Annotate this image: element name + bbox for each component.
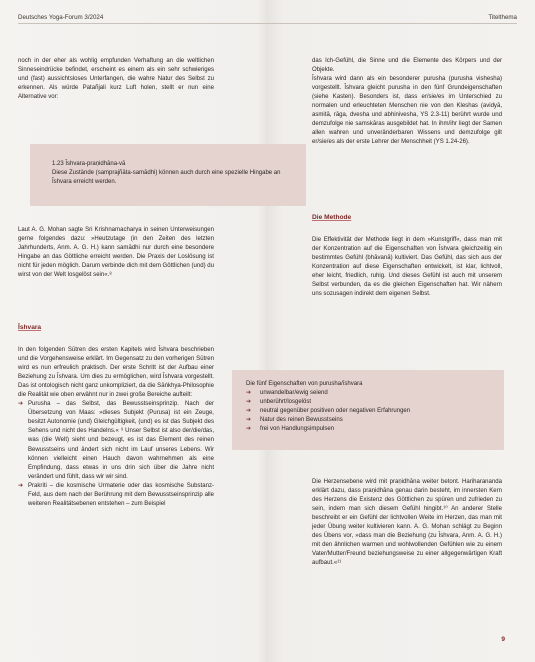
trait-item: ➔ unberührt/losgelöst bbox=[246, 398, 496, 407]
arrow-right-icon: ➔ bbox=[246, 390, 252, 397]
arrow-right-icon: ➔ bbox=[246, 408, 252, 415]
right-paragraph-1: das Ich-Gefühl, die Sinne und die Elemente des Körpers und der Objekte. Īshvara wird dann als ein besonderer purusha (purusha vishesha) vorgestellt. Īshvara gleicht purusha in den fünf Grundeigenschaften (siehe Kasten). Besonders ist, dass er/sie/es im Unterschied zu normalen und erleuchteten Menschen nie von den Kleshas (avidyā, asmitā, rāga, dvesha und abhinivesha, YS 2.3-11) berührt wurde und demzufolge nie samskāras ausgebildet hat. In ihm/ihr liegt der Samen allen wahren und unveränderbaren Wissens und demzufolge gilt er/sie/es als der erste Lehrer der Menschheit (YS 1.24-26). bbox=[312, 58, 502, 146]
trait-item: ➔ unwandelbar/ewig seiend bbox=[246, 389, 496, 398]
traits-box bbox=[232, 370, 504, 450]
trait-item: ➔ neutral gegenüber positiven oder negativen Erfahrungen bbox=[246, 407, 496, 416]
arrow-right-icon: ➔ bbox=[246, 417, 252, 424]
left-paragraph-3: In den folgenden Sūtren des ersten Kapitels wird Īshvara beschrieben und die Vorgehensweise erklärt. Im Gegensatz zu den vorherigen Sūtren wird es nun erfreulich praktisch. Der erste Schritt ist der Aufbau einer Beziehung zu Īshvara. Um dies zu ermöglichen, wird Īshvara vorgestellt. Das ist ontologisch nicht ganz unkompliziert, da die Sāṅkhya-Philosophie die Realität wie oben erwähnt nur in zwei große Bereiche aufteilt: ➔ Purusha – das Selbst, das Bewusstseinsprinzip. Nach der Übersetzung von Maas: »dieses Subjekt (Purusa) ist ein Zeuge, besitzt Autonomie (und) Gleichgültigkeit, (und) es ist das Subjekt des Sehens und nicht des Handelns.« ⁹ Unser Selbst ist also der/die/das, was (die Welt) sieht und bezeugt, es ist das Element des reinen Bewusstseins und ändert sich nicht im Lauf unseres Lebens. Wir können vielleicht einen Hauch davon wahrnehmen als eine Empfindung, dass etwas in uns drin sich über die Jahre nicht verändert und fühlt, dass wir wir sind. ➔ Prakriti – die kosmische Urmaterie oder das kosmische Substanz-Feld, aus dem nach der Berührung mit dem Bewusstseinsprinzip alle weiteren Realitätsebenen entstehen – zum Beispiel bbox=[18, 346, 214, 509]
arrow-right-icon: ➔ bbox=[246, 399, 252, 406]
traits-title: Die fünf Eigenschaften von purusha/īshvara bbox=[246, 381, 363, 387]
arrow-right-icon: ➔ bbox=[18, 401, 24, 408]
trait-item: ➔ Natur des reinen Bewusstseins bbox=[246, 416, 496, 425]
bullet-prakriti: ➔ Prakriti – die kosmische Urmaterie oder das kosmische Substanz-Feld, aus dem nach der Berührung mit dem Bewusstseinsprinzip alle weiteren Realitätsebenen entstehen – zum Beispiel bbox=[18, 482, 214, 507]
arrow-right-icon: ➔ bbox=[18, 482, 24, 489]
publication-title: Deutsches Yoga-Forum 3/2024 bbox=[18, 14, 104, 21]
section-title: Titelthema bbox=[488, 14, 517, 21]
right-paragraph-4: Die Herzensebene wird mit praṇidhāna weiter betont. Hariharananda erklärt dazu, dass praṇidhāna genau darin besteht, im innersten Kern des Herzens die Existenz des Göttlichen zu spüren und zufrieden zu sein, indem man sich diesem Gefühl hingibt.¹⁰ An anderer Stelle beschreibt er ein Gefühl der lichtvollen Weite im Herzen, das man mit jeder Übung weiter kultivieren kann. A. G. Mohan schlägt zu Beginn des Übens vor, »dass man die Beziehung (zu Īshvara, Anm. A. G. H.) mit den ähnlichen warmen und wohlwollenden Gefühlen wie zu einem Vater/Mutter/Freund beziehungsweise zu einer allgegenwärtigen Kraft aufbaut.«¹¹ bbox=[312, 479, 502, 567]
sutra-quote-box bbox=[30, 144, 306, 206]
left-paragraph-1: noch in der eher als wohlig empfunden Verhaftung an die weltlichen Sinneseindrücke befindet, erscheint es einem als ein sehr schwieriges und (fast) aussichtsloses Unterfangen, die wahre Natur des Selbst zu erkennen. Als würde Patañjali kurz Luft holen, stellt er nun eine Alternative vor: bbox=[18, 58, 214, 101]
trait-item: ➔ frei von Handlungsimpulsen bbox=[246, 425, 496, 434]
left-paragraph-2: Laut A. G. Mohan sagte Sri Krishnamacharya in seinen Unterweisungen gerne folgendes dazu: »Heutzutage (in den Zeiten des letzten Jahrhunderts, Anm. A. G. H.) kann samādhi nur durch eine besondere Hingabe an das Göttliche erreicht werden. Die Praxis der Loslösung ist nicht für jeden möglich. Darum verbinde dich mit dem Göttlichen (und) du wirst von der Welt losgelöst sein«.⁸ bbox=[18, 227, 214, 279]
heading-ishvara: Īshvara bbox=[18, 324, 42, 331]
bullet-purusha: ➔ Purusha – das Selbst, das Bewusstseinsprinzip. Nach der Übersetzung von Maas: »dieses Subjekt (Purusa) ist ein Zeuge, besitzt Autonomie (und) Gleichgültigkeit, (und) es ist das Subjekt des Sehens und nicht des Handelns.« ⁹ Unser Selbst ist also der/die/das, was (die Welt) sieht und bezeugt, es ist das Element des reinen Bewusstseins und ändert sich nicht im Lauf unseres Lebens. Wir können vielleicht einen Hauch davon wahrnehmen als eine Empfindung, dass etwas in uns drin sich über die Jahre nicht verändert und fühlt, dass wir wir sind. bbox=[18, 401, 214, 480]
sutra-translation: Diese Zustände (samprajñāta-samādhi) können auch durch eine spezielle Hingabe an Īshvara erreicht werden. bbox=[52, 170, 281, 185]
page-number: 9 bbox=[501, 636, 505, 643]
arrow-right-icon: ➔ bbox=[246, 426, 252, 433]
sutra-reference: 1.23 Īshvara-praṇidhāna-vā bbox=[52, 161, 126, 167]
right-paragraph-3: Die Effektivität der Methode liegt in dem »Kunstgriff«, dass man mit der Konzentration auf die Eigenschaften von Īshvara gleichzeitig ein bestimmtes Gefühl (bhāvanā) kultiviert. Das Gefühl, das sich aus der Konzentration auf diese Eigenschaften entwickelt, ist klar, lichtvoll, eher leicht, friedlich, ruhig. Und dieses Gefühl ist auch mit unserem Selbst verbunden, da es die gleichen Eigenschaften hat. Wir nähern uns sozusagen indirekt dem eigenen Selbst. bbox=[312, 237, 502, 298]
page-header bbox=[18, 14, 517, 24]
heading-method: Die Methode bbox=[312, 214, 352, 221]
